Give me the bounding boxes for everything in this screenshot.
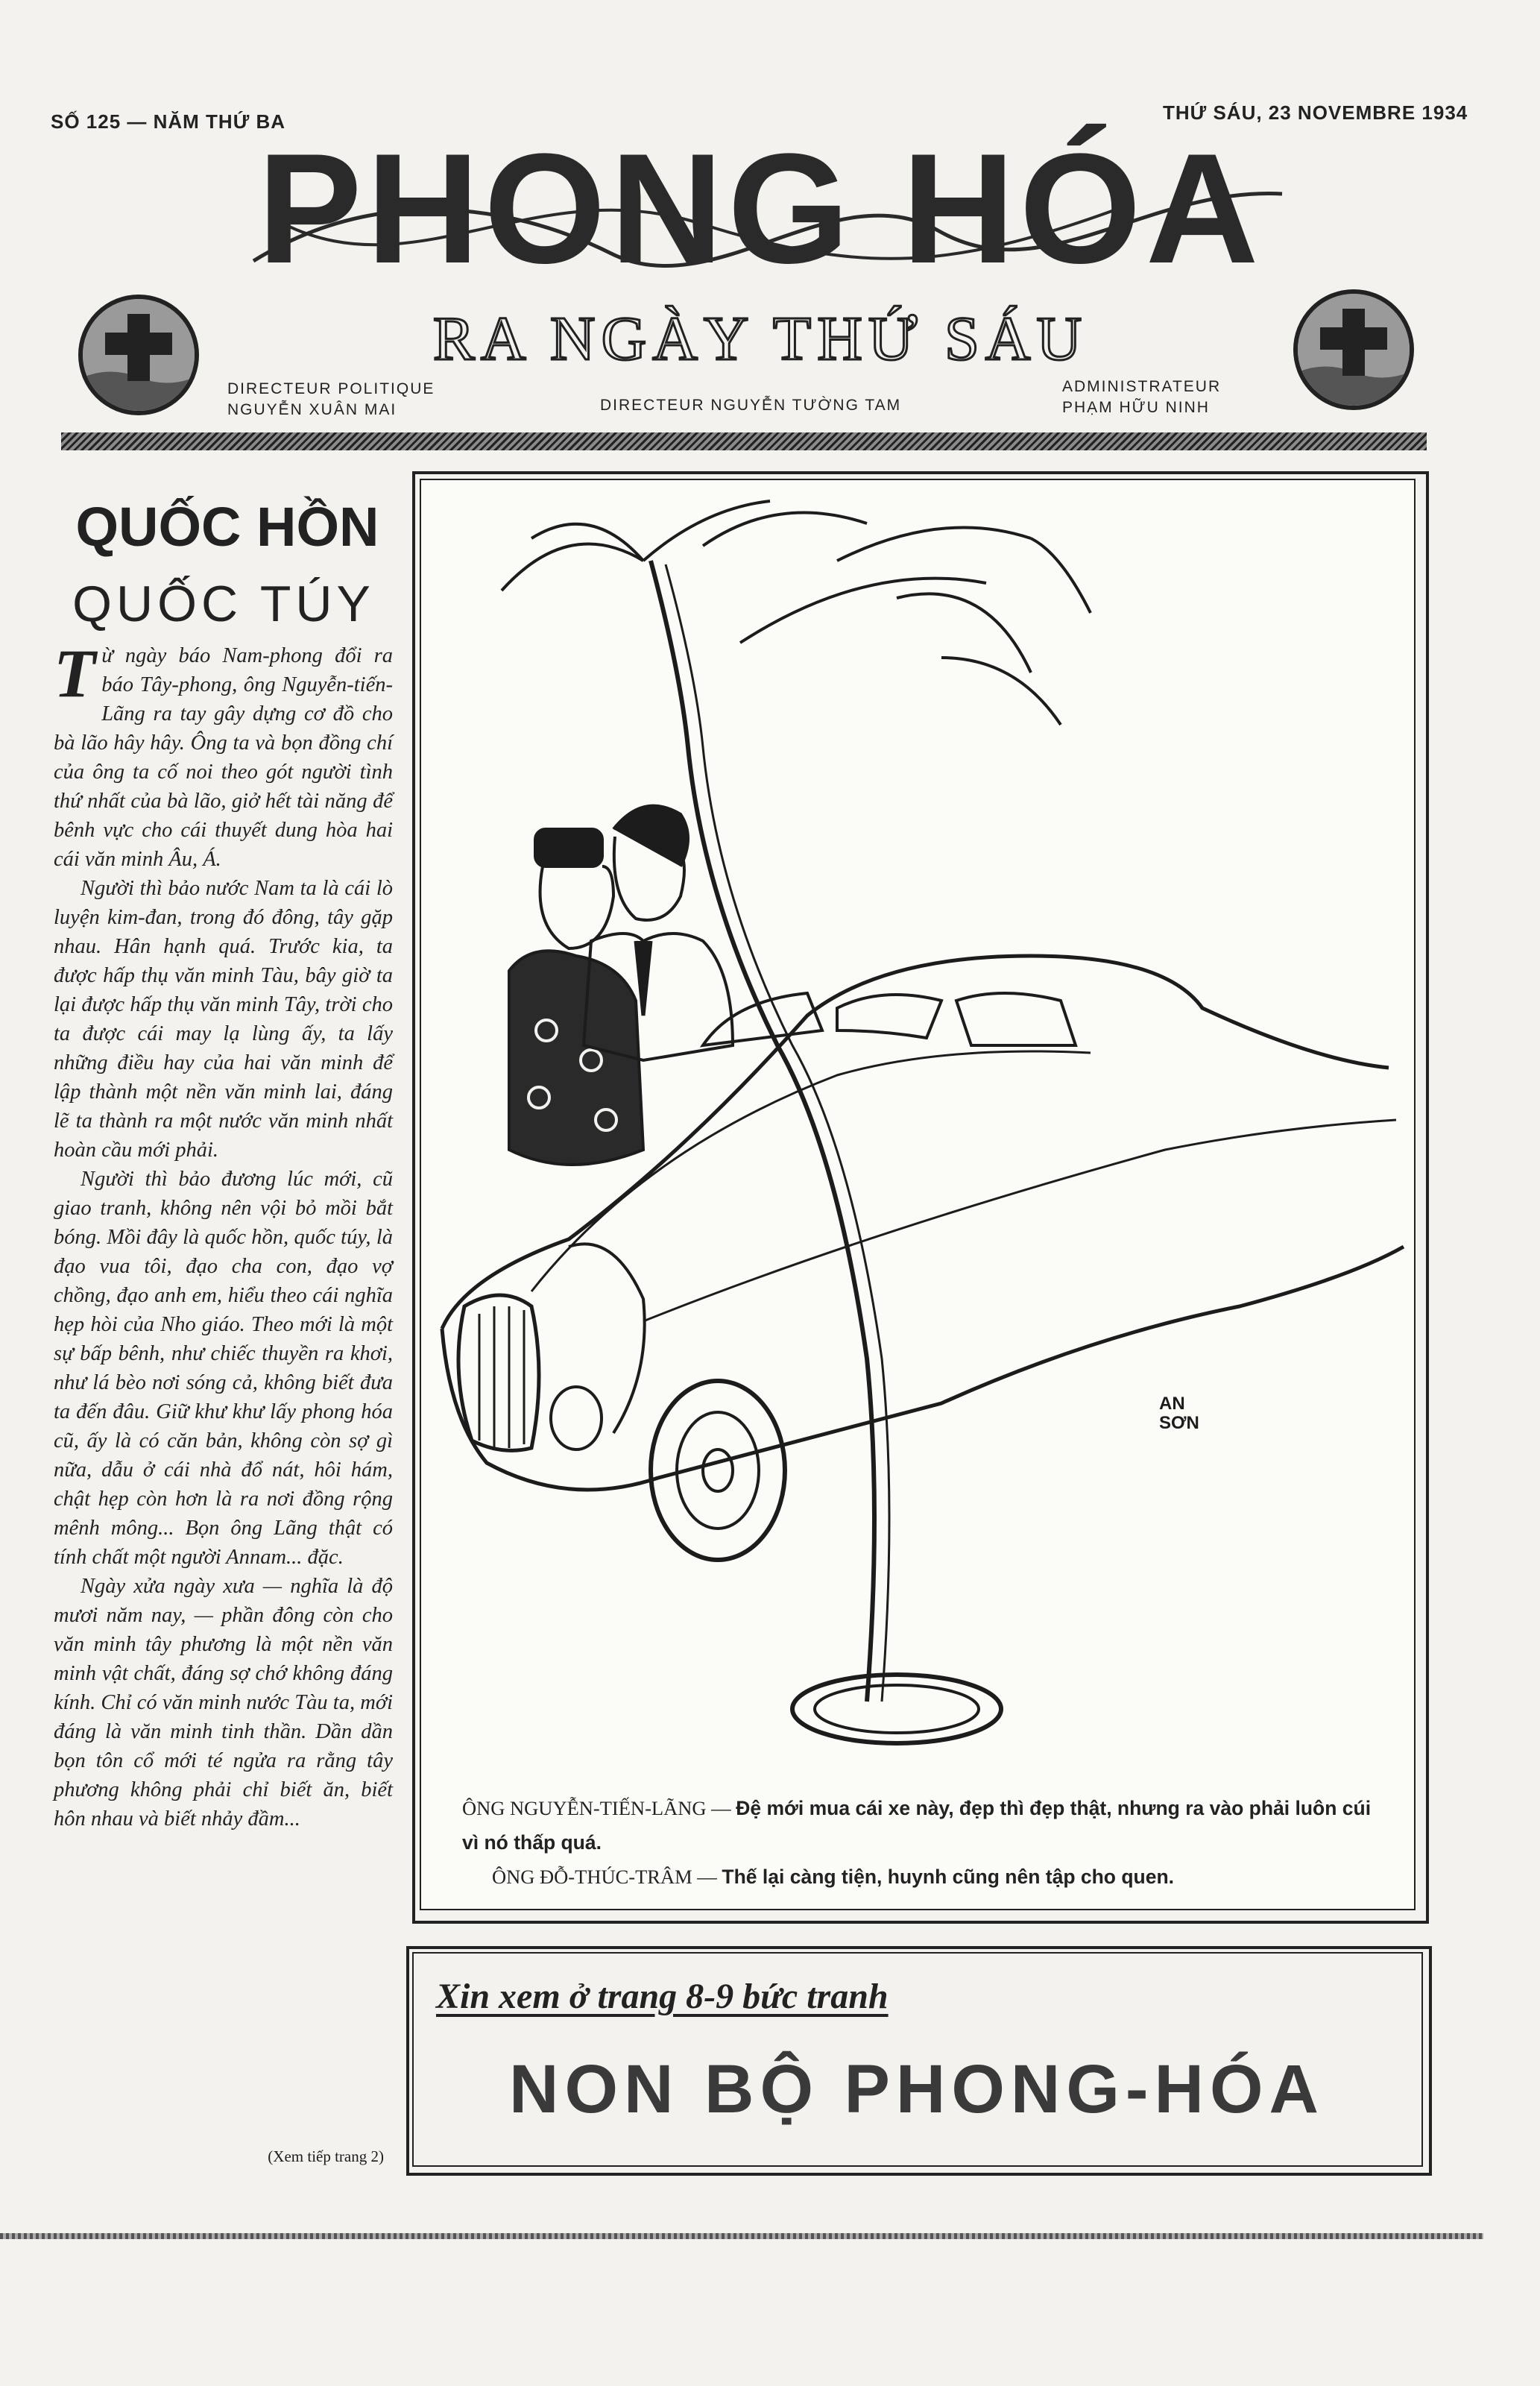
administrateur-title: ADMINISTRATEUR: [1062, 378, 1222, 395]
editorial-body: [54, 635, 393, 1833]
editorial-paragraph: Người thì bảo nước Nam ta là cái lò luyện kim-đan, trong đó đông, tây gặp nhau. Hân hạnh quá. Trước kia, ta được hấp thụ văn minh Tàu, bây giờ ta lại được hấp thụ văn minh Tây, trời cho ta được cái may lạ lùng ấy, ta lấy những điều hay của hai văn minh để lập thành một nền văn minh lai, đáng lẽ ta thành ra một nước văn minh nhất hoàn cầu mới phải.: [54, 877, 393, 1162]
caption-line: [462, 1791, 1386, 1860]
director-politique-title: DIRECTEUR POLITIQUE: [227, 380, 435, 397]
masthead-scribble: [224, 142, 1297, 306]
director-politique-name: NGUYỄN XUÂN MAI: [227, 401, 397, 418]
promo-line: Xin xem ở trang 8-9 bức tranh: [436, 1977, 889, 2016]
continued-note: (Xem tiếp trang 2): [268, 2147, 384, 2165]
cartoon-illustration: [420, 479, 1413, 1776]
issue-number: SỐ 125 — NĂM THỨ BA: [51, 110, 286, 133]
caption-text: Thế lại càng tiện, huynh cũng nên tập cho quen.: [722, 1866, 1175, 1888]
editorial-paragraph: Từ ngày báo Nam-phong đổi ra báo Tây-phong, ông Nguyễn-tiến-Lãng ra tay gây dựng cơ đồ cho bà lão hây hây. Ông ta và bọn đồng chí của ông ta cố noi theo gót người tình thứ nhất của bà lão, giở hết tài năng để bênh vực cho cái thuyết dung hòa hai cái văn minh Âu, Á.: [54, 635, 393, 871]
editorial-title: QUỐC HỒN: [75, 496, 379, 558]
director-main: DIRECTEUR NGUYỄN TƯỜNG TAM: [600, 397, 902, 414]
caption-line: [462, 1860, 1386, 1894]
bottom-rule: [0, 2233, 1483, 2239]
administrateur: [1062, 377, 1221, 418]
drop-cap: T: [54, 635, 96, 711]
emblem-right-icon: [1293, 289, 1414, 410]
cartoon-caption: [462, 1791, 1386, 1894]
administrateur-name: PHẠM HỮU NINH: [1062, 399, 1210, 416]
caption-text: Đệ mới mua cái xe này, đẹp thì đẹp thật, nhưng ra vào phải luôn cúi vì nó thấp quá.: [462, 1797, 1372, 1854]
editorial-paragraph: Ngày xửa ngày xưa — nghĩa là độ mươi năm nay, — phần đông còn cho văn minh tây phương là một nền văn minh vật chất, đáng sợ chớ không đáng kính. Chỉ có văn minh nước Tàu ta, mới đáng là văn minh tinh thần. Dần dần bọn tôn cổ mới té ngửa ra rằng tây phương không phải chỉ biết ăn, biết hôn nhau và biết nhảy đầm...: [54, 1575, 393, 1831]
header-rule: [61, 432, 1427, 450]
editorial-paragraph: Người thì bảo đương lúc mới, cũ giao tranh, không nên vội bỏ mồi bắt bóng. Mồi đây là quốc hồn, quốc túy, là đạo vua tôi, đạo cha con, đạo vợ chồng, đạo anh em, hiểu theo cái nghĩa hẹp hòi của Nho giáo. Theo mới là một sự bấp bênh, như chiếc thuyền ra khơi, như lá bèo nơi sóng cả, không biết đưa ta đến đâu. Giữ khư khư lấy phong hóa cũ, ấy là có căn bản, không còn sợ gì nữa, dẫu ở cái nhà đổ nát, hôi hám, chật hẹp còn hơn là ra nơi đồng rộng mênh mông... Bọn ông Lãng thật có tính chất một người Annam... đặc.: [54, 1168, 393, 1569]
issue-date: THỨ SÁU, 23 NOVEMBRE 1934: [1163, 101, 1468, 124]
masthead-subtitle: RA NGÀY THỨ SÁU: [432, 304, 1088, 374]
editorial-subtitle: QUỐC TÚY: [72, 576, 375, 632]
caption-speaker: ÔNG ĐỖ-THÚC-TRÂM —: [492, 1866, 717, 1888]
caption-speaker: ÔNG NGUYỄN-TIẾN-LÃNG —: [462, 1797, 731, 1819]
artist-signature: AN SƠN: [1159, 1394, 1199, 1433]
emblem-left-icon: [78, 295, 199, 415]
promo-title: NON BỘ PHONG-HÓA: [509, 2051, 1325, 2127]
masthead-title: PHONG HÓA: [257, 121, 1263, 296]
director-politique: [227, 379, 435, 421]
